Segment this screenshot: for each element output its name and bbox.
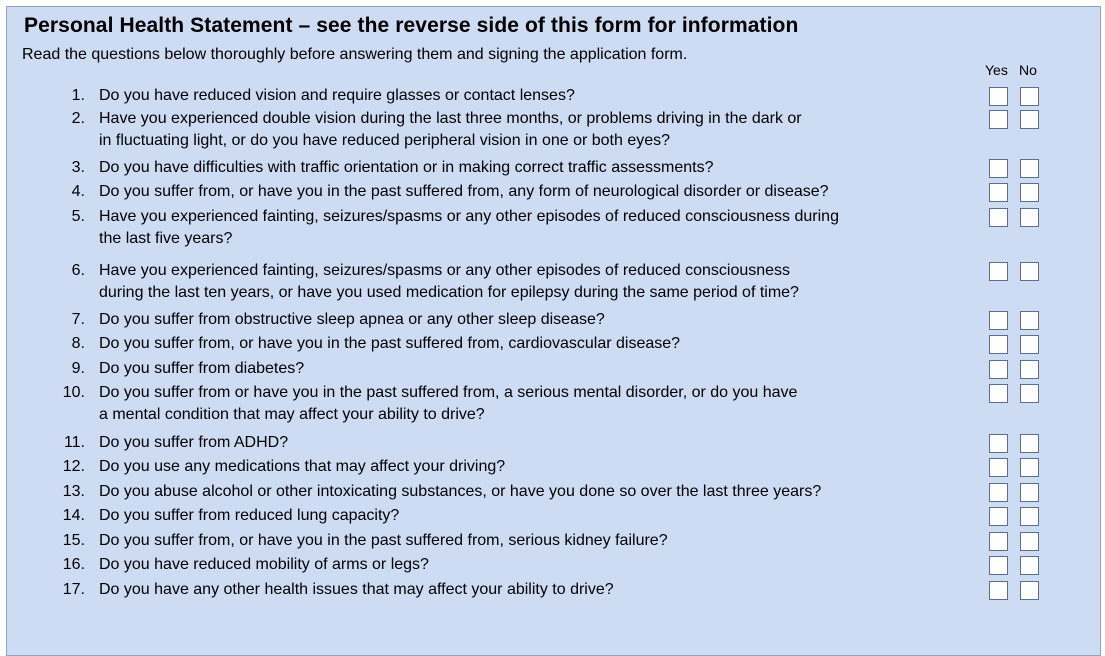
question-number: 11. [63, 434, 85, 451]
form-title: Personal Health Statement – see the reverse side of this form for information [24, 14, 799, 37]
no-checkbox[interactable] [1020, 434, 1039, 453]
question-text: Have you experienced fainting, seizures/spasms or any other episodes of reduced consciousness during the last ten years, or have you used medication for epilepsy during the same period of time? [99, 262, 799, 301]
yes-checkbox[interactable] [989, 556, 1008, 575]
question-text: Do you suffer from, or have you in the past suffered from, cardiovascular disease? [99, 335, 681, 352]
yes-column-header: Yes [985, 62, 1008, 78]
health-statement-panel [6, 6, 1101, 656]
question-text: Do you suffer from reduced lung capacity? [99, 507, 400, 524]
question-number: 13. [62, 483, 85, 500]
yes-checkbox[interactable] [989, 159, 1008, 178]
no-checkbox[interactable] [1020, 183, 1039, 202]
question-text: Do you have any other health issues that may affect your ability to drive? [99, 581, 614, 598]
no-column-header: No [1019, 62, 1037, 78]
yes-checkbox[interactable] [989, 110, 1008, 129]
question-number: 3. [71, 159, 85, 176]
yes-checkbox[interactable] [989, 532, 1008, 551]
question-number: 4. [71, 183, 85, 200]
yes-checkbox[interactable] [989, 183, 1008, 202]
yes-checkbox[interactable] [989, 262, 1008, 281]
no-checkbox[interactable] [1020, 360, 1039, 379]
yes-checkbox[interactable] [989, 507, 1008, 526]
yes-checkbox[interactable] [989, 458, 1008, 477]
no-checkbox[interactable] [1020, 311, 1039, 330]
no-checkbox[interactable] [1020, 507, 1039, 526]
yes-checkbox[interactable] [989, 434, 1008, 453]
question-number: 6. [71, 262, 85, 279]
question-text: Do you suffer from diabetes? [99, 360, 305, 377]
question-text: Do you have reduced vision and require glasses or contact lenses? [99, 87, 575, 104]
no-checkbox[interactable] [1020, 208, 1039, 227]
yes-checkbox[interactable] [989, 311, 1008, 330]
yes-checkbox[interactable] [989, 384, 1008, 403]
question-number: 10. [62, 384, 85, 401]
no-checkbox[interactable] [1020, 532, 1039, 551]
question-text: Do you have difficulties with traffic orientation or in making correct traffic assessments? [99, 159, 714, 176]
question-number: 15. [62, 532, 85, 549]
form-instructions: Read the questions below thoroughly before answering them and signing the application form. [22, 46, 688, 63]
question-text: Do you suffer from, or have you in the past suffered from, serious kidney failure? [99, 532, 668, 549]
no-checkbox[interactable] [1020, 262, 1039, 281]
question-number: 2. [71, 110, 85, 127]
question-text: Do you suffer from, or have you in the past suffered from, any form of neurological disorder or disease? [99, 183, 829, 200]
question-number: 12. [62, 458, 85, 475]
yes-checkbox[interactable] [989, 360, 1008, 379]
question-number: 1. [71, 87, 85, 104]
question-number: 5. [71, 208, 85, 225]
question-number: 8. [71, 335, 85, 352]
yes-checkbox[interactable] [989, 208, 1008, 227]
no-checkbox[interactable] [1020, 581, 1039, 600]
no-checkbox[interactable] [1020, 110, 1039, 129]
yes-checkbox[interactable] [989, 483, 1008, 502]
yes-checkbox[interactable] [989, 87, 1008, 106]
question-number: 9. [71, 360, 85, 377]
yes-checkbox[interactable] [989, 581, 1008, 600]
question-text: Have you experienced fainting, seizures/spasms or any other episodes of reduced consciousness during the last five years? [99, 208, 839, 247]
no-checkbox[interactable] [1020, 384, 1039, 403]
no-checkbox[interactable] [1020, 335, 1039, 354]
question-number: 14. [62, 507, 85, 524]
no-checkbox[interactable] [1020, 483, 1039, 502]
question-text: Do you suffer from ADHD? [99, 434, 289, 451]
question-number: 7. [71, 311, 85, 328]
question-text: Have you experienced double vision during the last three months, or problems driving in the dark or in fluctuating light, or do you have reduced peripheral vision in one or both eyes? [99, 110, 802, 149]
question-text: Do you suffer from or have you in the past suffered from, a serious mental disorder, or do you have a mental condition that may affect your ability to drive? [99, 384, 798, 423]
no-checkbox[interactable] [1020, 556, 1039, 575]
no-checkbox[interactable] [1020, 458, 1039, 477]
question-text: Do you abuse alcohol or other intoxicating substances, or have you done so over the last three years? [99, 483, 822, 500]
no-checkbox[interactable] [1020, 87, 1039, 106]
yes-checkbox[interactable] [989, 335, 1008, 354]
no-checkbox[interactable] [1020, 159, 1039, 178]
question-text: Do you suffer from obstructive sleep apnea or any other sleep disease? [99, 311, 605, 328]
question-text: Do you use any medications that may affect your driving? [99, 458, 506, 475]
question-number: 16. [62, 556, 85, 573]
question-text: Do you have reduced mobility of arms or legs? [99, 556, 429, 573]
question-number: 17. [62, 581, 85, 598]
